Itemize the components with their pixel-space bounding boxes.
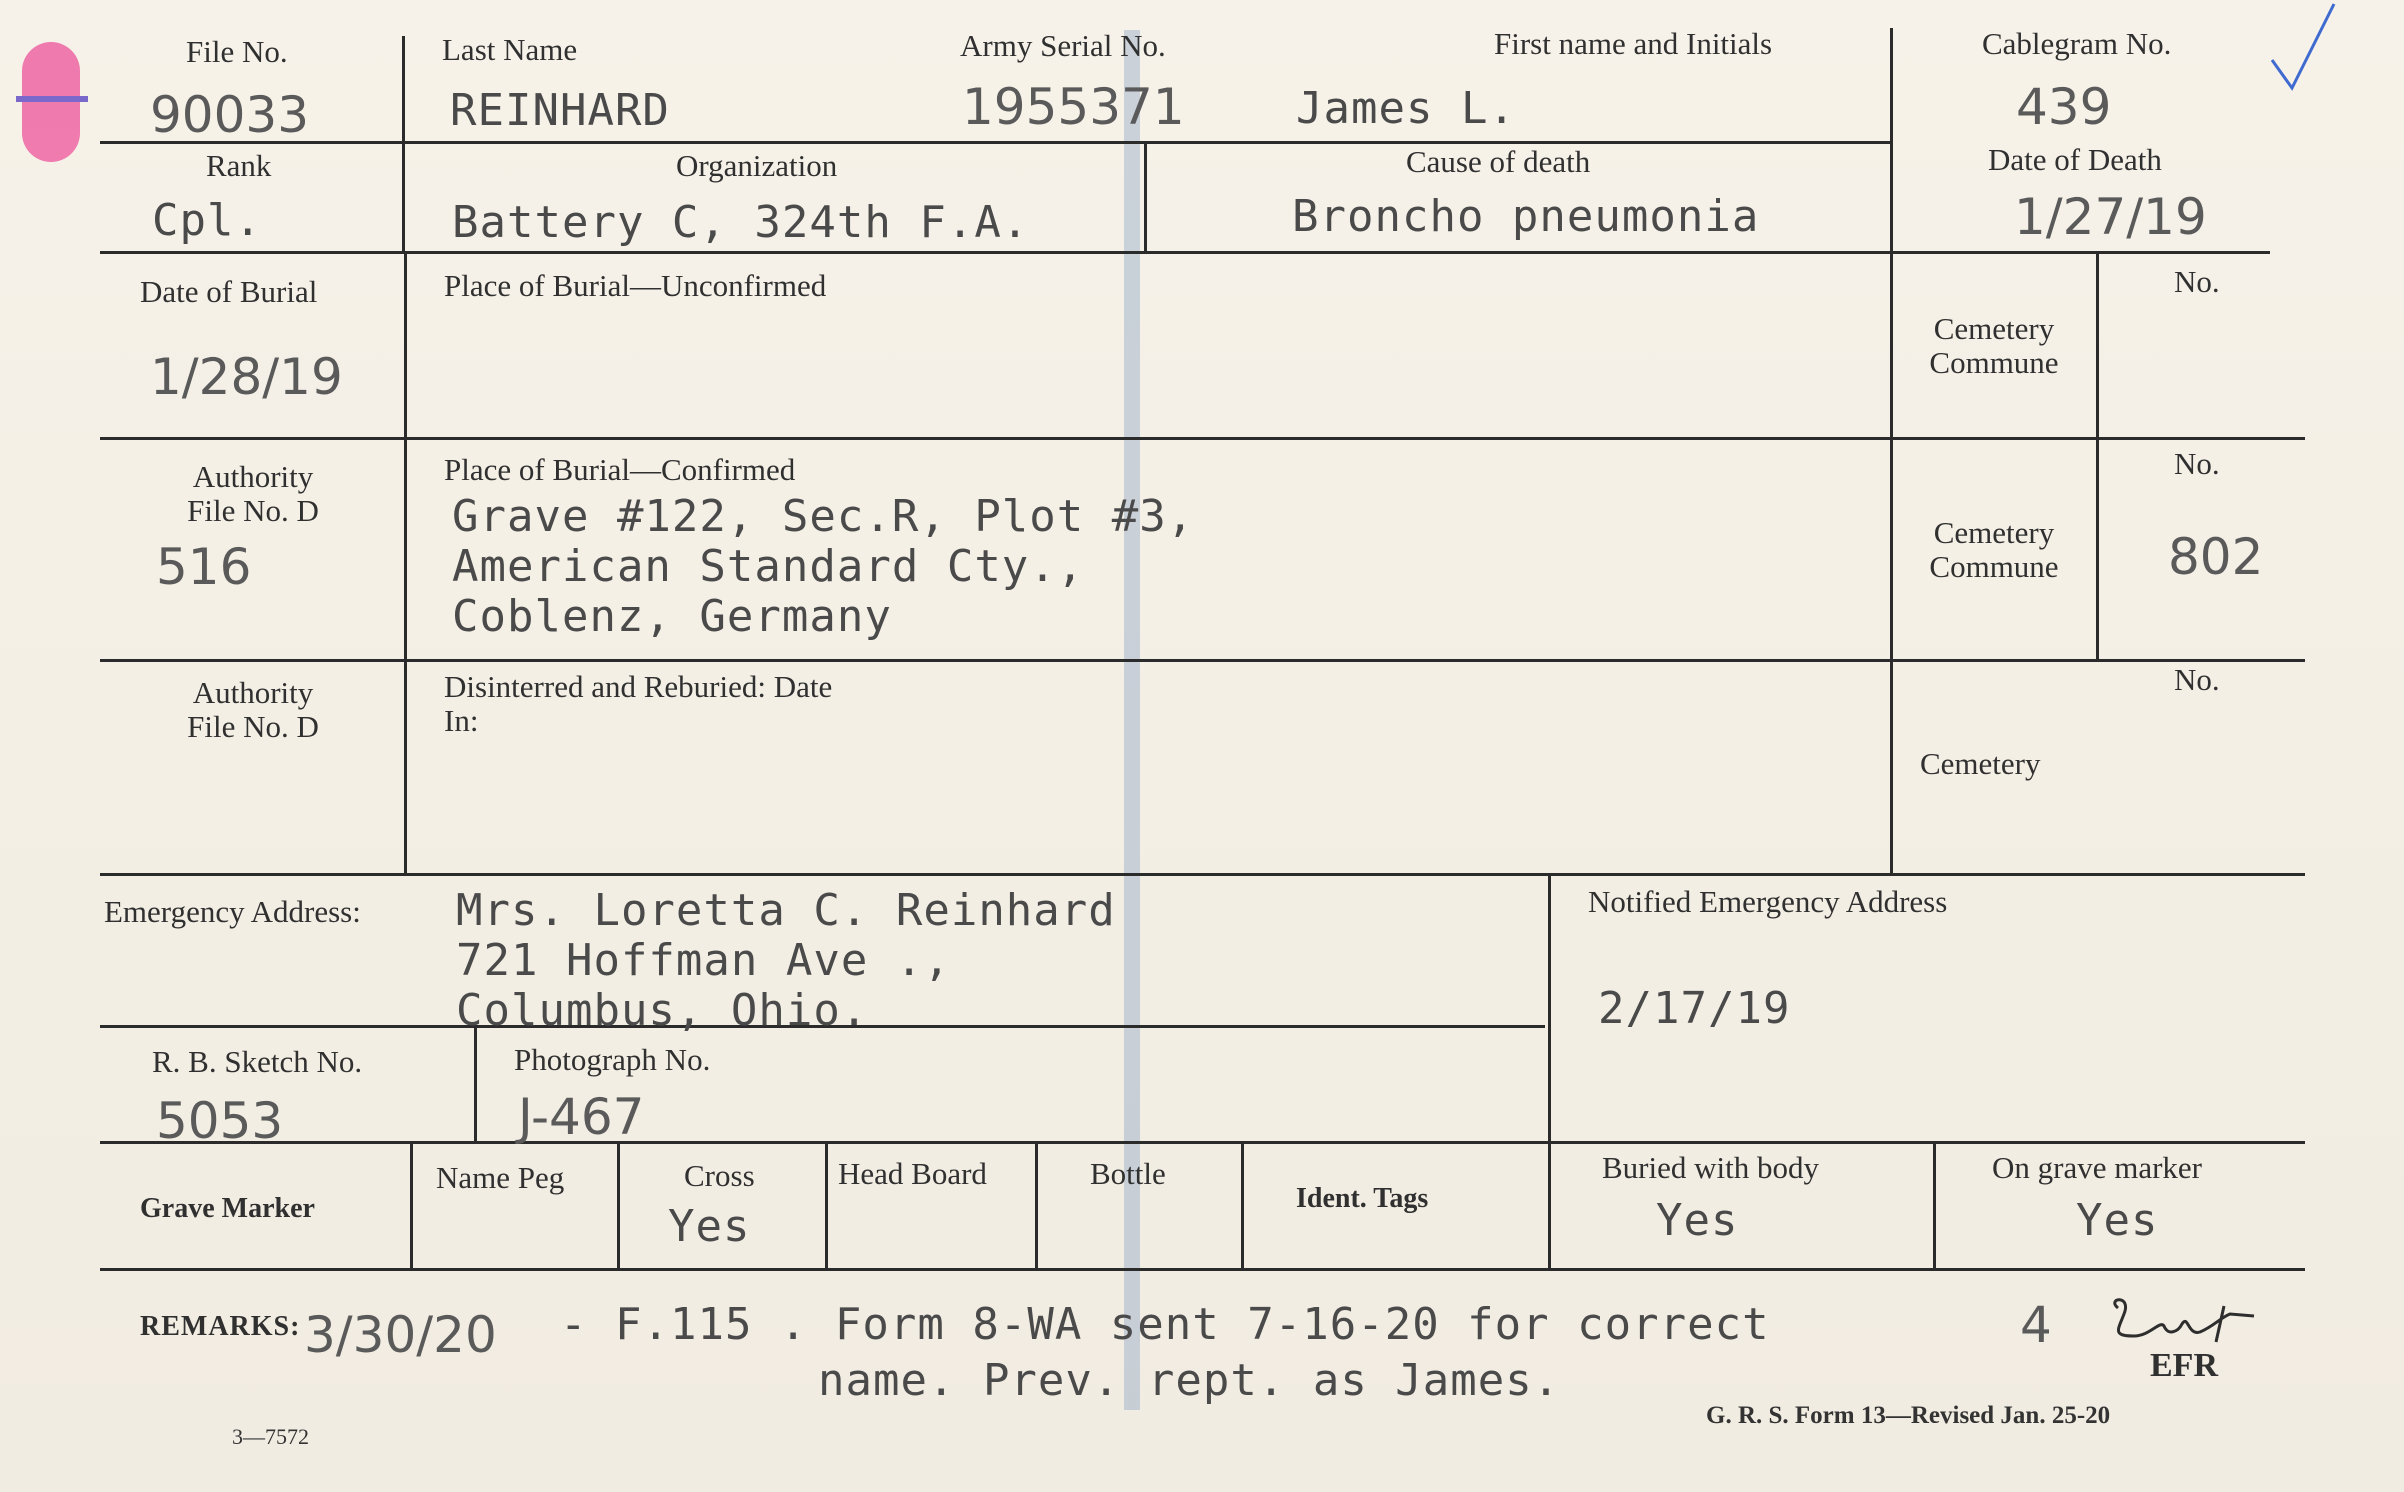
cross-value: Yes [668, 1201, 751, 1252]
blue-stamp-stroke [1124, 30, 1140, 1410]
remarks-number: 4 [2020, 1296, 2052, 1354]
cause-of-death-value: Broncho pneumonia [1292, 191, 1760, 242]
rule [474, 1025, 477, 1141]
authority-file-value: 516 [156, 538, 252, 596]
rule [1241, 1141, 1244, 1268]
name-peg-label: Name Peg [436, 1160, 565, 1195]
date-of-burial-label: Date of Burial [140, 274, 318, 309]
organization-value: Battery C, 324th F.A. [452, 197, 1030, 248]
on-grave-marker-value: Yes [2076, 1195, 2159, 1246]
cablegram-value: 439 [2016, 78, 2112, 136]
bottle-label: Bottle [1090, 1156, 1166, 1191]
rule [1548, 1141, 1551, 1268]
rule [100, 1268, 2305, 1271]
photograph-no-value: J-467 [518, 1088, 645, 1146]
rule [404, 251, 407, 873]
first-name-label: First name and Initials [1494, 26, 1773, 61]
rule [100, 1141, 2305, 1144]
rule [402, 36, 405, 251]
remarks-line-1: - F.115 . Form 8-WA sent 7-16-20 for correct [560, 1299, 1770, 1350]
rule [1144, 141, 1147, 251]
cause-of-death-label: Cause of death [1406, 144, 1591, 179]
buried-with-body-value: Yes [1656, 1195, 1739, 1246]
form-code: 3—7572 [232, 1424, 309, 1449]
rank-value: Cpl. [152, 195, 262, 246]
form-name: G. R. S. Form 13—Revised Jan. 25-20 [1706, 1402, 2111, 1429]
emergency-address-label: Emergency Address: [104, 894, 361, 929]
pink-tab-mark [22, 42, 80, 162]
rule [100, 141, 1890, 144]
army-serial-label: Army Serial No. [960, 28, 1166, 63]
rule [1890, 251, 1893, 873]
rule [410, 1141, 413, 1268]
on-grave-marker-label: On grave marker [1992, 1150, 2203, 1185]
date-of-death-value: 1/27/19 [2014, 188, 2207, 246]
sketch-no-label: R. B. Sketch No. [152, 1044, 363, 1079]
disinterred-label: Disinterred and Reburied: Date In: [444, 669, 833, 738]
file-no-value: 90033 [150, 86, 310, 144]
rank-label: Rank [206, 148, 272, 183]
last-name-value: REINHARD [450, 85, 670, 136]
photograph-no-label: Photograph No. [514, 1042, 711, 1077]
rule [100, 659, 2305, 662]
sketch-no-value: 5053 [156, 1092, 284, 1150]
authority-file-label: Authority File No. D [187, 675, 319, 744]
rule [100, 251, 2270, 254]
cross-label: Cross [684, 1158, 755, 1193]
rule [1933, 1141, 1936, 1268]
rule [100, 873, 2305, 876]
buried-with-body-label: Buried with body [1602, 1150, 1819, 1185]
emergency-address-value: Mrs. Loretta C. Reinhard 721 Hoffman Ave ., Columbus, Ohio. [456, 885, 1116, 1036]
organization-label: Organization [676, 148, 838, 183]
remarks-line-2: name. Prev. rept. as James. [818, 1355, 1561, 1406]
rule [1548, 873, 1551, 1141]
no-value: 802 [2168, 528, 2264, 586]
rule [617, 1141, 620, 1268]
no-label: No. [2174, 264, 2220, 299]
date-of-death-label: Date of Death [1988, 142, 2162, 177]
army-serial-value: 1955371 [962, 78, 1185, 136]
no-label: No. [2174, 446, 2220, 481]
place-confirmed-label: Place of Burial—Confirmed [444, 452, 796, 487]
ident-tags-label: Ident. Tags [1296, 1183, 1429, 1214]
file-no-label: File No. [186, 34, 288, 69]
rule [2096, 251, 2099, 659]
initials: EFR [2150, 1347, 2218, 1384]
authority-file-label: Authority File No. D [187, 459, 319, 528]
first-name-value: James L. [1296, 83, 1516, 134]
notified-emergency-label: Notified Emergency Address [1588, 884, 1948, 919]
check-mark-icon [2262, 0, 2342, 100]
notified-emergency-date: 2/17/19 [1598, 983, 1791, 1034]
cablegram-label: Cablegram No. [1982, 26, 2172, 61]
cemetery-label: Cemetery [1920, 746, 2041, 781]
rule [1890, 28, 1893, 251]
remarks-date: 3/30/20 [304, 1306, 497, 1364]
cemetery-commune-label: Cemetery Commune [1929, 311, 2059, 380]
head-board-label: Head Board [838, 1156, 987, 1191]
date-of-burial-value: 1/28/19 [150, 348, 343, 406]
last-name-label: Last Name [442, 32, 578, 67]
grave-marker-label: Grave Marker [140, 1193, 315, 1224]
rule [1035, 1141, 1038, 1268]
place-unconfirmed-label: Place of Burial—Unconfirmed [444, 268, 827, 303]
cemetery-commune-label: Cemetery Commune [1929, 515, 2059, 584]
signature-mark [2104, 1292, 2264, 1352]
remarks-label: REMARKS: [140, 1311, 301, 1342]
rule [825, 1141, 828, 1268]
rule [100, 437, 2305, 440]
no-label: No. [2174, 662, 2220, 697]
place-confirmed-value: Grave #122, Sec.R, Plot #3, American Standard Cty., Coblenz, Germany [452, 491, 1195, 642]
